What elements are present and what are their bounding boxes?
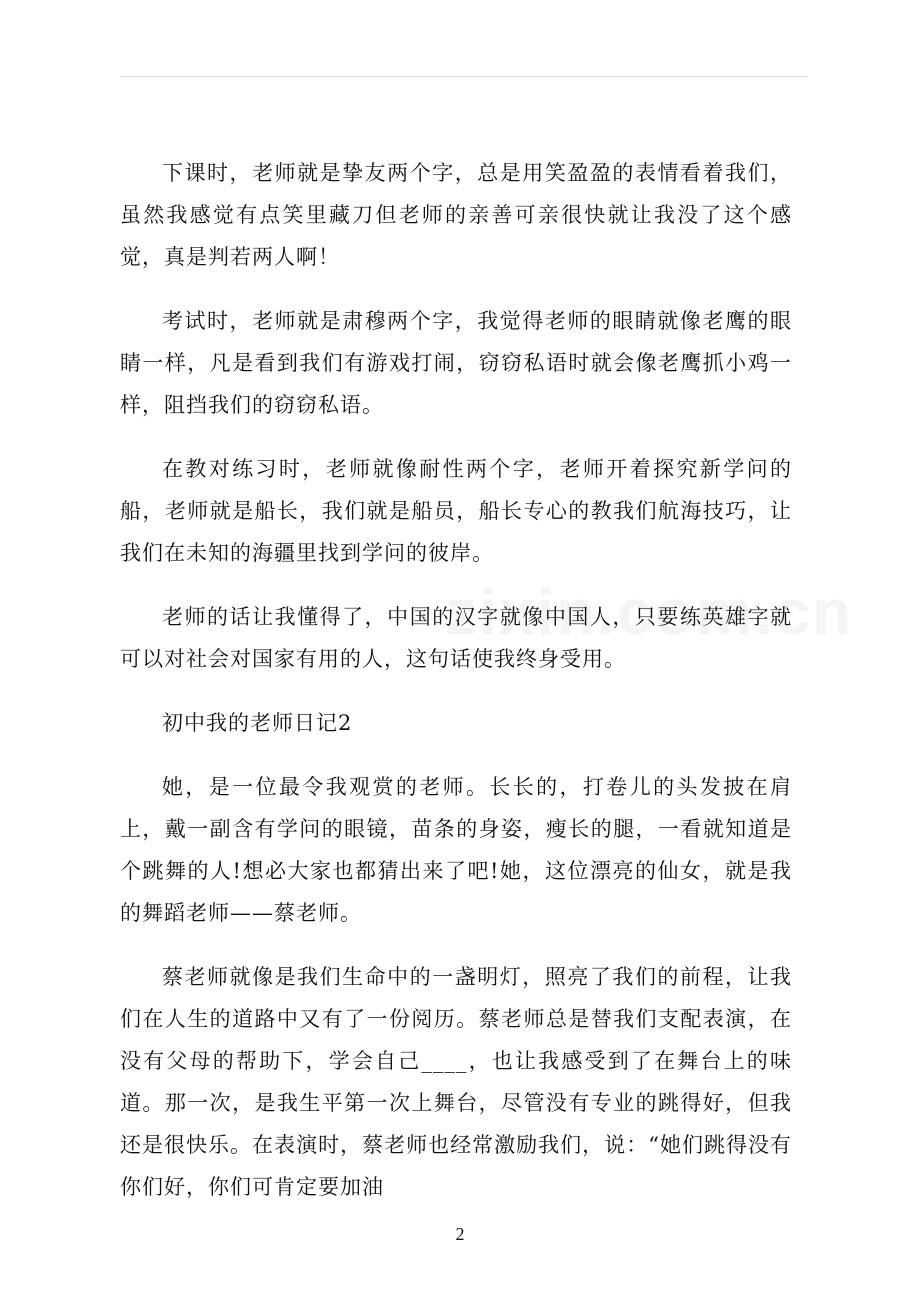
- header-rule: [120, 76, 808, 77]
- paragraph: 蔡老师就像是我们生命中的一盏明灯，照亮了我们的前程，让我们在人生的道路中又有了一份阅历。蔡老师总是替我们支配表演，在没有父母的帮助下，学会自己____，也让我感受到了在舞台上的味道。那一次，是我生平第一次上舞台，尽管没有专业的跳得好，但我还是很快乐。在表演时，蔡老师也经常激励我们，说：“她们跳得没有你们好，你们可肯定要加油: [120, 965, 792, 1199]
- paragraph: 下课时，老师就是挚友两个字，总是用笑盈盈的表情看着我们，虽然我感觉有点笑里藏刀但老师的亲善可亲很快就让我没了这个感觉，真是判若两人啊！: [120, 161, 792, 269]
- paragraph: 老师的话让我懂得了，中国的汉字就像中国人，只要练英雄字就可以对社会对国家有用的人，这句话使我终身受用。: [120, 605, 792, 671]
- paragraph: 在教对练习时，老师就像耐性两个字，老师开着探究新学问的船，老师就是船长，我们就是船员，船长专心的教我们航海技巧，让我们在未知的海疆里找到学问的彼岸。: [120, 457, 792, 565]
- page-number: 2: [455, 1224, 465, 1244]
- section-heading: 初中我的老师日记2: [162, 711, 353, 735]
- paragraph: 她，是一位最令我观赏的老师。长长的，打卷儿的头发披在肩上，戴一副含有学问的眼镜，苗条的身姿，瘦长的腿，一看就知道是个跳舞的人!想必大家也都猜出来了吧!她，这位漂亮的仙女，就是我的舞蹈老师——蔡老师。: [120, 775, 792, 925]
- paragraph: 考试时，老师就是肃穆两个字，我觉得老师的眼睛就像老鹰的眼睛一样，凡是看到我们有游戏打闹，窃窃私语时就会像老鹰抓小鸡一样，阻挡我们的窃窃私语。: [120, 309, 792, 417]
- document-body: [120, 152, 792, 1230]
